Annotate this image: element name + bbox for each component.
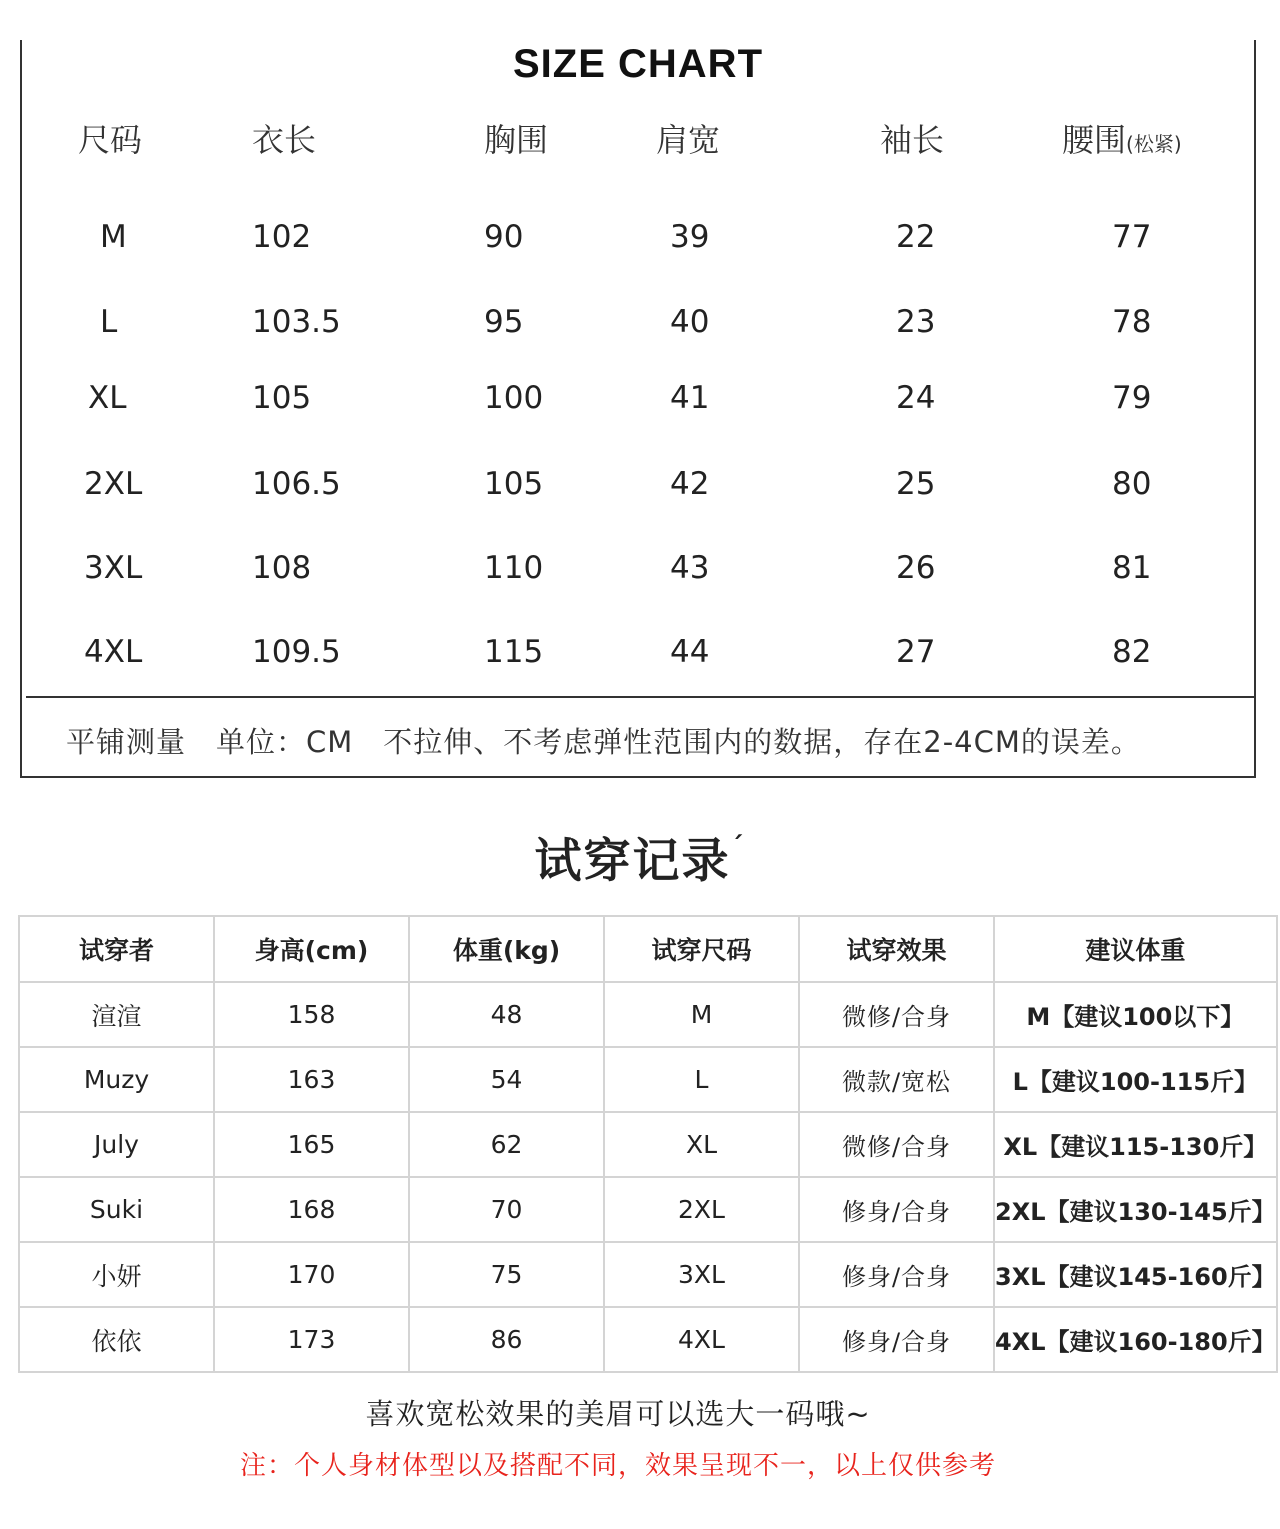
height-cell: 170 xyxy=(214,1242,409,1307)
shoulder-cell: 42 xyxy=(670,466,710,502)
fit-cell: 修身/合身 xyxy=(799,1242,994,1307)
size-cell: 2XL xyxy=(604,1177,799,1242)
size-tip: 喜欢宽松效果的美眉可以选大一码哦~ xyxy=(365,1397,871,1431)
fit-cell: 微修/合身 xyxy=(799,1112,994,1177)
height-cell: 168 xyxy=(214,1177,409,1242)
waist-cell: 81 xyxy=(1112,550,1152,586)
header-waist-suffix: (松紧) xyxy=(1126,132,1182,156)
height-cell: 163 xyxy=(214,1047,409,1112)
tester-name: 渲渲 xyxy=(19,982,214,1047)
fit-cell: 修身/合身 xyxy=(799,1177,994,1242)
table-row xyxy=(19,982,1277,1047)
sparkle-icon: ˊ xyxy=(730,832,746,862)
recommendation-cell: 3XL【建议145-160斤】 xyxy=(994,1242,1277,1307)
length-cell: 103.5 xyxy=(252,304,341,340)
shoulder-cell: 43 xyxy=(670,550,710,586)
tester-name: Suki xyxy=(19,1177,214,1242)
length-cell: 106.5 xyxy=(252,466,341,502)
recommendation-cell: L【建议100-115斤】 xyxy=(994,1047,1277,1112)
tester-name: July xyxy=(19,1112,214,1177)
length-cell: 108 xyxy=(252,550,312,586)
shoulder-cell: 44 xyxy=(670,634,710,670)
table-row xyxy=(19,1307,1277,1372)
header-shoulder: 肩宽 xyxy=(656,121,721,159)
weight-cell: 75 xyxy=(409,1242,604,1307)
recommendation-cell: XL【建议115-130斤】 xyxy=(994,1112,1277,1177)
size-cell: 3XL xyxy=(604,1242,799,1307)
size-cell: L xyxy=(604,1047,799,1112)
chest-cell: 90 xyxy=(484,219,524,255)
size-cell: M xyxy=(604,982,799,1047)
fit-cell: 微修/合身 xyxy=(799,982,994,1047)
length-cell: 105 xyxy=(252,380,312,416)
weight-cell: 70 xyxy=(409,1177,604,1242)
weight-cell: 48 xyxy=(409,982,604,1047)
chest-cell: 110 xyxy=(484,550,544,586)
fit-cell: 修身/合身 xyxy=(799,1307,994,1372)
tryon-title xyxy=(0,830,1280,894)
size-chart-title: SIZE CHART xyxy=(513,42,763,86)
recommendation-cell: 2XL【建议130-145斤】 xyxy=(994,1177,1277,1242)
size-cell: 4XL xyxy=(604,1307,799,1372)
size-cell: XL xyxy=(88,380,127,416)
header-fit: 试穿效果 xyxy=(799,916,994,982)
tryon-table xyxy=(18,915,1278,1373)
size-cell: XL xyxy=(604,1112,799,1177)
chest-cell: 95 xyxy=(484,304,524,340)
header-tried-size: 试穿尺码 xyxy=(604,916,799,982)
waist-cell: 77 xyxy=(1112,219,1152,255)
height-cell: 165 xyxy=(214,1112,409,1177)
sleeve-cell: 25 xyxy=(896,466,936,502)
header-recommended-weight: 建议体重 xyxy=(994,916,1277,982)
table-row xyxy=(19,1112,1277,1177)
length-cell: 102 xyxy=(252,219,312,255)
waist-cell: 80 xyxy=(1112,466,1152,502)
chest-cell: 115 xyxy=(484,634,544,670)
sleeve-cell: 27 xyxy=(896,634,936,670)
weight-cell: 62 xyxy=(409,1112,604,1177)
recommendation-cell: M【建议100以下】 xyxy=(994,982,1277,1047)
chest-cell: 100 xyxy=(484,380,544,416)
tryon-title-text: 试穿记录 xyxy=(534,834,731,889)
sleeve-cell: 24 xyxy=(896,380,936,416)
tester-name: 小妍 xyxy=(19,1242,214,1307)
sleeve-cell: 23 xyxy=(896,304,936,340)
weight-cell: 86 xyxy=(409,1307,604,1372)
height-cell: 173 xyxy=(214,1307,409,1372)
size-cell: M xyxy=(100,219,127,255)
header-length: 衣长 xyxy=(252,121,317,159)
shoulder-cell: 41 xyxy=(670,380,710,416)
sleeve-cell: 22 xyxy=(896,219,936,255)
table-row xyxy=(19,1242,1277,1307)
table-row xyxy=(19,1177,1277,1242)
header-tester: 试穿者 xyxy=(19,916,214,982)
header-waist-label: 腰围 xyxy=(1062,121,1127,159)
chest-cell: 105 xyxy=(484,466,544,502)
header-chest: 胸围 xyxy=(484,121,549,159)
shoulder-cell: 40 xyxy=(670,304,710,340)
fit-cell: 微款/宽松 xyxy=(799,1047,994,1112)
waist-cell: 79 xyxy=(1112,380,1152,416)
tester-name: Muzy xyxy=(19,1047,214,1112)
tryon-header-row xyxy=(19,916,1277,982)
header-waist xyxy=(1062,120,1182,160)
recommendation-cell: 4XL【建议160-180斤】 xyxy=(994,1307,1277,1372)
table-row xyxy=(19,1047,1277,1112)
size-chart-divider xyxy=(26,696,1254,698)
tester-name: 依依 xyxy=(19,1307,214,1372)
size-cell: 2XL xyxy=(84,466,143,502)
header-size: 尺码 xyxy=(78,121,143,159)
size-cell: 4XL xyxy=(84,634,143,670)
length-cell: 109.5 xyxy=(252,634,341,670)
sleeve-cell: 26 xyxy=(896,550,936,586)
measurement-note: 平铺测量 单位：CM 不拉伸、不考虑弹性范围内的数据，存在2-4CM的误差。 xyxy=(66,725,1141,759)
waist-cell: 82 xyxy=(1112,634,1152,670)
disclaimer-note: 注：个人身材体型以及搭配不同，效果呈现不一，以上仅供参考 xyxy=(239,1451,996,1481)
header-height: 身高(cm) xyxy=(214,916,409,982)
weight-cell: 54 xyxy=(409,1047,604,1112)
header-weight: 体重(kg) xyxy=(409,916,604,982)
header-sleeve: 袖长 xyxy=(880,121,945,159)
size-cell: 3XL xyxy=(84,550,143,586)
shoulder-cell: 39 xyxy=(670,219,710,255)
waist-cell: 78 xyxy=(1112,304,1152,340)
height-cell: 158 xyxy=(214,982,409,1047)
size-chart xyxy=(20,40,1256,778)
size-cell: L xyxy=(100,304,118,340)
